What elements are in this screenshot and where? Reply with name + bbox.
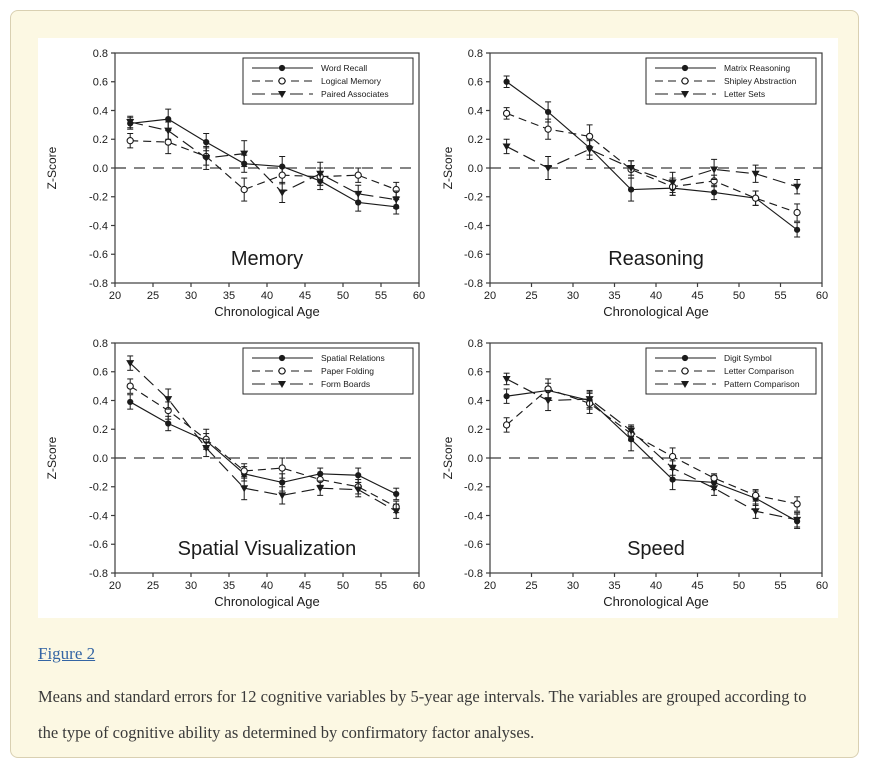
y-tick-label: 0.4 [467,105,483,118]
figure-card [10,10,859,758]
y-tick-label: 0.0 [467,452,483,465]
y-tick-label: -0.8 [464,567,483,580]
y-tick-label: 0.2 [467,134,483,147]
x-tick-label: 50 [336,580,350,592]
marker-open-circle [682,78,688,84]
y-axis-label: Z-Score [441,146,455,190]
legend-label: Letter Comparison [724,365,794,376]
y-tick-label: -0.2 [464,191,483,204]
panel-spatial-visualization [38,328,438,618]
marker-filled-circle [279,65,285,71]
y-tick-label: 0.6 [92,76,108,89]
x-tick-label: 45 [298,580,312,592]
y-tick-label: -0.2 [89,481,108,494]
figure-image [38,38,838,618]
x-tick-label: 35 [222,580,236,592]
marker-open-circle [545,126,551,132]
y-tick-label: 0.8 [467,337,483,350]
x-tick-label: 45 [691,580,704,592]
y-tick-label: 0.6 [467,76,483,89]
x-tick-label: 20 [483,580,497,592]
marker-open-circle [682,368,688,374]
legend [243,348,413,394]
figure-link-row [38,644,858,664]
marker-filled-circle [628,186,634,192]
marker-open-circle [127,383,133,389]
y-tick-label: -0.4 [464,510,483,523]
y-tick-label: 0.2 [92,134,108,147]
marker-open-circle [241,186,247,192]
x-tick-label: 30 [184,580,198,592]
y-tick-label: -0.6 [464,539,483,552]
marker-open-circle [241,468,247,474]
x-tick-label: 55 [774,580,787,592]
legend-label: Paired Associates [321,88,389,99]
panel-speed [438,328,838,618]
marker-filled-circle [670,476,676,482]
y-tick-label: -0.6 [464,249,483,262]
marker-open-circle [794,209,800,215]
figure-caption: Means and standard errors for 12 cognitive variables by 5-year age intervals. The variables are grouped according to the type of cognitive ability as determined by confirmatory factor analyses. [38,687,807,742]
marker-filled-circle [165,420,171,426]
marker-filled-circle [504,79,510,85]
y-tick-label: -0.8 [89,277,108,290]
y-tick-label: 0.0 [467,162,483,175]
marker-open-circle [504,422,510,428]
x-tick-label: 60 [412,290,426,302]
y-tick-label: -0.6 [89,539,108,552]
y-tick-label: 0.6 [92,366,108,379]
y-tick-label: -0.4 [464,220,483,233]
y-tick-label: -0.2 [464,481,483,494]
marker-open-circle [753,492,759,498]
marker-open-circle [279,172,285,178]
x-tick-label: 50 [732,290,746,302]
marker-open-circle [670,453,676,459]
x-tick-label: 35 [222,290,236,302]
x-tick-label: 40 [260,580,274,592]
y-tick-label: 0.2 [467,424,483,437]
legend-label: Shipley Abstraction [724,75,797,86]
x-tick-label: 55 [374,580,388,592]
marker-filled-circle [127,399,133,405]
marker-filled-circle [393,491,399,497]
x-tick-label: 40 [649,580,663,592]
y-tick-label: 0.2 [92,424,108,437]
panel-title: Memory [230,248,304,270]
y-tick-label: -0.4 [89,220,108,233]
panel-title: Spatial Visualization [177,538,357,560]
marker-open-circle [279,78,285,84]
y-tick-label: -0.8 [464,277,483,290]
x-tick-label: 50 [336,290,350,302]
page [0,10,879,758]
marker-filled-circle [794,227,800,233]
legend-label: Spatial Relations [321,352,385,363]
y-tick-label: 0.4 [92,105,108,118]
legend [243,58,413,104]
marker-filled-circle [682,355,688,361]
marker-filled-circle [279,355,285,361]
x-tick-label: 45 [298,290,312,302]
panel-reasoning [438,38,838,328]
x-tick-label: 20 [108,290,122,302]
y-tick-label: 0.4 [92,395,108,408]
x-axis-label: Chronological Age [214,304,320,319]
x-tick-label: 30 [184,290,198,302]
legend-label: Letter Sets [724,88,766,99]
y-tick-label: 0.8 [92,337,108,350]
legend-label: Matrix Reasoning [724,62,791,73]
legend-label: Paper Folding [321,365,374,376]
figure-link[interactable]: Figure 2 [38,644,96,663]
y-axis-label: Z-Score [45,146,59,190]
y-tick-label: -0.6 [89,249,108,262]
y-tick-label: 0.0 [92,452,108,465]
y-tick-label: -0.4 [89,510,108,523]
legend-label: Logical Memory [321,75,381,86]
x-tick-label: 55 [774,290,787,302]
legend-label: Pattern Comparison [724,378,800,389]
y-tick-label: 0.6 [467,366,483,379]
marker-open-circle [587,133,593,139]
marker-open-circle [753,195,759,201]
x-tick-label: 25 [525,290,538,302]
marker-filled-circle [504,393,510,399]
x-tick-label: 60 [815,580,829,592]
x-tick-label: 35 [608,580,621,592]
x-tick-label: 20 [108,580,122,592]
marker-open-circle [279,465,285,471]
x-axis-label: Chronological Age [214,594,320,609]
panel-title: Reasoning [608,248,704,270]
y-axis-label: Z-Score [45,436,59,480]
marker-open-circle [279,368,285,374]
x-tick-label: 25 [525,580,538,592]
marker-filled-circle [165,116,171,122]
x-tick-label: 25 [146,290,160,302]
panel-memory [38,38,438,328]
y-tick-label: 0.0 [92,162,108,175]
marker-filled-circle [711,189,717,195]
marker-open-circle [504,110,510,116]
y-tick-label: 0.8 [467,47,483,60]
marker-filled-circle [203,139,209,145]
y-tick-label: 0.8 [92,47,108,60]
x-tick-label: 40 [260,290,274,302]
x-tick-label: 25 [146,580,160,592]
marker-filled-circle [279,479,285,485]
x-tick-label: 50 [732,580,746,592]
marker-filled-circle [355,472,361,478]
x-tick-label: 55 [374,290,388,302]
legend [646,348,816,394]
marker-open-circle [794,501,800,507]
x-tick-label: 60 [412,580,426,592]
marker-open-circle [165,139,171,145]
y-tick-label: -0.8 [89,567,108,580]
x-tick-label: 40 [649,290,663,302]
panel-title: Speed [627,538,685,560]
legend [646,58,816,104]
marker-open-circle [355,172,361,178]
marker-open-circle [711,475,717,481]
marker-filled-circle [682,65,688,71]
y-tick-label: 0.4 [467,395,483,408]
marker-filled-circle [545,109,551,115]
y-axis-label: Z-Score [441,436,455,480]
y-tick-label: -0.2 [89,191,108,204]
x-axis-label: Chronological Age [603,594,709,609]
marker-open-circle [127,138,133,144]
x-axis-label: Chronological Age [603,304,709,319]
x-tick-label: 20 [483,290,497,302]
legend-label: Word Recall [321,62,368,73]
x-tick-label: 30 [566,290,580,302]
x-tick-label: 45 [691,290,704,302]
legend-label: Digit Symbol [724,352,772,363]
x-tick-label: 60 [815,290,829,302]
legend-label: Form Boards [321,378,371,389]
x-tick-label: 35 [608,290,621,302]
x-tick-label: 30 [566,580,580,592]
